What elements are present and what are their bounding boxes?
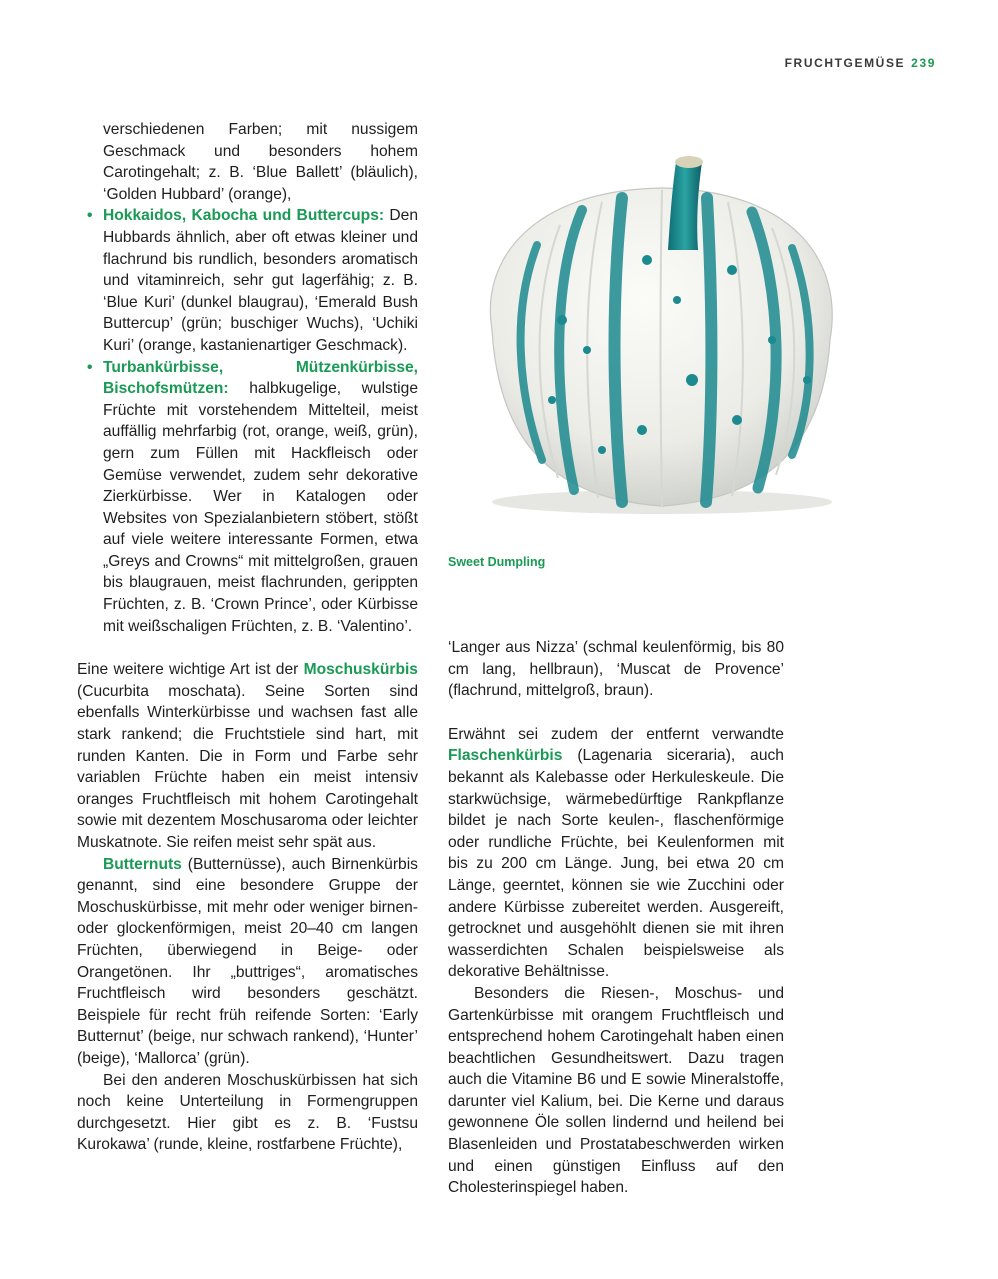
running-header [785, 56, 936, 70]
highlight-term: Moschuskürbis [303, 661, 418, 679]
right-column [448, 637, 784, 1199]
paragraph-text: (Lagenaria siceraria), auch bekannt als Kalebasse oder Herkuleskeule. Die starkwüchsige, wärmebedürftige Rankpflanze bildet je nach Sorte keulen-, flaschenförmige oder rundliche Früchte, bei Keulenformen mit bis zu 200 cm Länge. Jung, bei etwa 20 cm Länge, geerntet, können sie wie Zucchini oder andere Kürbisse zubereitet werden. Ausgereift, getrocknet und ausgehöhlt dienen sie mit ihren wasserdichten Schalen beispielsweise als dekorative Behältnisse. [448, 747, 784, 981]
variety-list [77, 205, 418, 637]
paragraph-continuation: ‘Langer aus Nizza’ (schmal keulenförmig, bis 80 cm lang, hellbraun), ‘Muscat de Provence’ (flachrund, mittelgroß, braun). [448, 639, 784, 700]
stem-tip [675, 156, 703, 168]
paragraph-butternuts [77, 854, 418, 1070]
paragraph-text: (Butternüsse), auch Birnenkürbis genannt, sind eine besondere Gruppe der Moschuskürbisse, mit mehr oder weniger birnen- oder glockenförmigen, meist 20–40 cm langen Früchten, überwiegend in Beige- oder Orangetönen. Ihr „buttriges“, aromatisches Fruchtfleisch wird besonders geschätzt. Beispiele für recht früh reifende Sorten: ‘Early Butternut’ (beige, nur schwach rankend), ‘Hunter’ (beige), ‘Mallorca’ (grün). [77, 855, 418, 1067]
paragraph-text: (Cucurbita moschata). Seine Sorten sind ebenfalls Winterkürbisse und wachsen fast alle stark rankend; die Fruchtstiele sind hart, mit runden Kanten. Die in Form und Farbe sehr variablen Früchte haben ein meist intensiv oranges Fruchtfleisch mit hohem Carotingehalt sowie mit dezentem Moschusaroma oder leichter Muskatnote. Sie reifen meist sehr spät aus. [77, 682, 418, 851]
illustration-caption: Sweet Dumpling [448, 555, 546, 569]
list-continuation: verschiedenen Farben; mit nussigem Geschmack und besonders hohem Carotingehalt; z. B. ‘Blue Ballett’ (bläulich), ‘Golden Hubbard’ (orange), [103, 121, 418, 203]
sweet-dumpling-illustration [462, 150, 854, 530]
list-item-heading: Turbankürbisse, Mützenkürbisse, Bischofsmützen: [103, 358, 418, 398]
pumpkin-stem [668, 162, 702, 250]
paragraph-gesundheit: Besonders die Riesen-, Moschus- und Gartenkürbisse mit orangem Fruchtfleisch und entsprechend hohem Carotingehalt haben einen beachtlichen Gesundheitswert. Dazu tragen auch die Vitamine B6 und E sowie Mineralstoffe, darunter viel Kalium, bei. Die Kerne und daraus gewonnene Öle sollen lindernd und heilend bei Blasenleiden und Prostatabeschwerden wirken und einen günstigen Einfluss auf den Cholesterinspiegel haben. [448, 984, 784, 1197]
paragraph-text: Eine weitere wichtige Art ist der [77, 661, 299, 679]
list-item [77, 357, 418, 638]
section-title: FRUCHTGEMÜSE [784, 56, 906, 70]
bullet-icon: • [87, 207, 93, 225]
highlight-term: Flaschenkürbis [448, 747, 563, 765]
paragraph-text: Erwähnt sei zudem der entfernt verwandte [448, 725, 784, 743]
paragraph-other-moschus: Bei den anderen Moschuskürbissen hat sich noch keine Unterteilung in Formengruppen durchgesetzt. Hier gibt es z. B. ‘Fustsu Kurokawa’ (runde, kleine, rostfarbene Früchte), [77, 1071, 418, 1154]
page-number: 239 [911, 56, 936, 70]
bullet-icon: • [87, 358, 93, 376]
list-item [77, 205, 418, 356]
list-item-heading: Hokkaidos, Kabocha und Buttercups: [103, 207, 385, 225]
highlight-term: Butternuts [103, 855, 182, 873]
list-item-text: Den Hubbards ähnlich, aber oft etwas kleiner und flachrund bis rundlich, besonders aromatisch und vitaminreich, sehr gut lagerfähig; z. B. ‘Blue Kuri’ (dunkel blaugrau), ‘Emerald Bush Buttercup’ (grün; buschiger Wuchs), ‘Uchiki Kuri’ (orange, kastanienartiger Geschmack). [103, 207, 419, 354]
left-column [77, 119, 418, 1156]
list-item-text: halbkugelige, wulstige Früchte mit vorstehendem Mittelteil, meist auffällig mehrfarbig (rot, orange, weiß, grün), gern zum Füllen mit Hackfleisch oder Gemüse verwendet, zudem sehr dekorative Zierkürbisse. Wer in Katalogen oder Websites von Spezialanbietern stöbert, stößt auf viele weitere interessante Formen, etwa „Greys and Crowns“ mit mittelgroßen, grauen bis blaugrauen, meist flachrunden, gerippten Früchten, z. B. ‘Crown Prince’, oder Kürbisse mit weißschaligen Früchten, z. B. ‘Valentino’. [103, 380, 418, 635]
paragraph-moschuskuerbis [77, 659, 418, 853]
paragraph-flaschenkuerbis [448, 724, 784, 983]
